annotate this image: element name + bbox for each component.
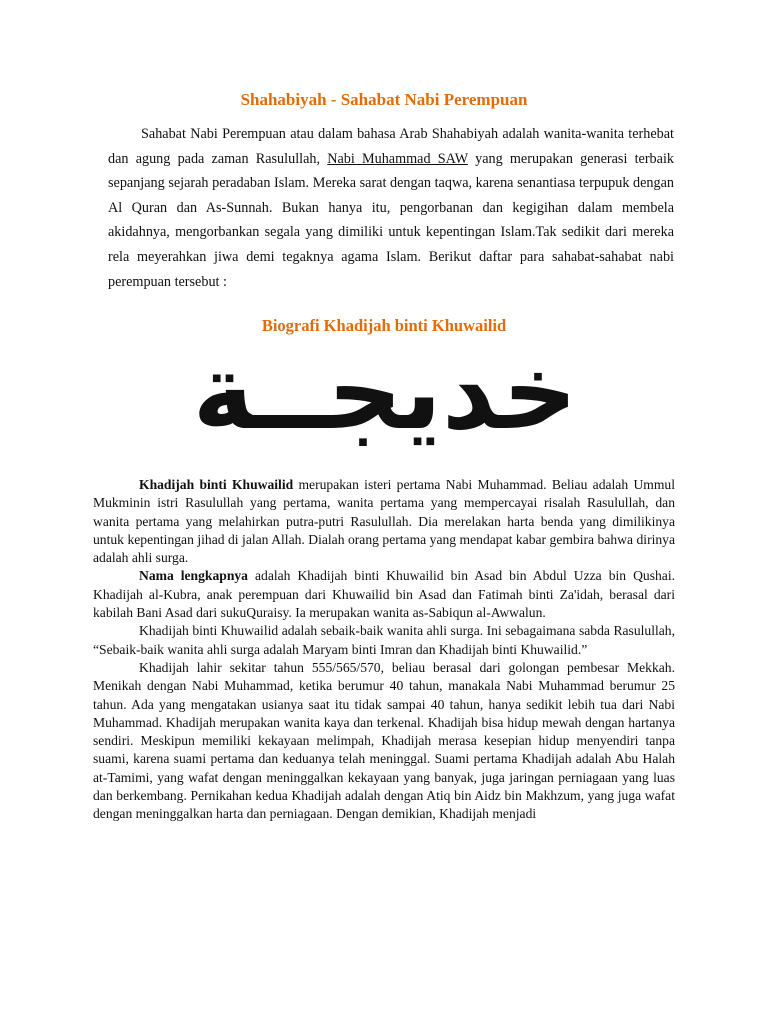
intro-text-after-link: yang merupakan generasi terbaik sepanjang sejarah peradaban Islam. Mereka sarat dengan taqwa, karena senantiasa terpupuk dengan Al Quran dan As-Sunnah. Bukan hanya itu, pengorbanan dan kegigihan dalam membela akidahnya, mengorbankan segala yang dimiliki untuk kepentingan Islam.Tak sedikit dari mereka rela meyerahkan jiwa demi tegaknya agama Islam. Berikut daftar para sahabat-sahabat nabi perempuan tersebut : [108,150,674,290]
body-paragraph-1 [93,476,675,567]
body-paragraph-2 [93,567,675,622]
nabi-muhammad-link[interactable]: Nabi Muhammad SAW [327,150,468,167]
arabic-name-text: خديجــة [192,340,578,450]
paragraph-2-bold: Nama lengkapnya [139,568,248,584]
section-subtitle: Biografi Khadijah binti Khuwailid [261,316,507,335]
intro-section [108,122,674,294]
paragraph-1-bold: Khadijah binti Khuwailid [139,477,294,492]
paragraph-4-text: Khadijah lahir sekitar tahun 555/565/570, beliau berasal dari golongan pembesar Mekkah. Menikah dengan Nabi Muhammad, ketika berumur 40 tahun, manakala Nabi Muhammad berumur 25 tahun. Ada yang mengatakan usianya saat itu tidak sampai 40 tahun, hanya sedikit lebih tua dari Nabi Muhammad. Khadijah merupakan wanita kaya dan terkenal. Khadijah bisa hidup mewah dengan hartanya sendiri. Meskipun memiliki kekayaan melimpah, Khadijah merasa kesepian hidup menyendiri tanpa suami, karena suami pertama dan keduanya telah meninggal. Suami pertama Khadijah adalah Abu Halah at-Tamimi, yang wafat dengan meninggalkan kekayaan yang banyak, juga jaringan perniagaan yang luas dan berkembang. Pernikahan kedua Khadijah adalah dengan Atiq bin Aidz bin Makhzum, yang juga wafat dengan meninggalkan harta dan perniagaan. Dengan demikian, Khadijah menjadi [93,659,675,822]
intro-paragraph [108,122,674,294]
arabic-calligraphy-khadijah [190,340,580,450]
paragraph-3-text: Khadijah binti Khuwailid adalah sebaik-baik wanita ahli surga. Ini sebagaimana sabda Rasulullah, “Sebaik-baik wanita ahli surga adalah Maryam binti Imran dan Khadijah binti Khuwailid.” [93,623,675,657]
page-title: Shahabiyah - Sahabat Nabi Perempuan [240,90,528,109]
biography-body [93,476,675,824]
body-paragraph-4 [93,659,675,824]
intro-text-before-link: Sahabat Nabi Perempuan atau dalam bahasa Arab Shahabiyah adalah wanita-wanita terhebat dan agung pada zaman Rasulullah, [108,126,674,167]
paragraph-2-text: adalah Khadijah binti Khuwailid bin Asad bin Abdul Uzza bin Qushai. Khadijah al-Kubra, anak perempuan dari Khuwailid bin Asad dan Fatimah binti Za'idah, berasal dari kabilah Bani Asad dari sukuQuraisy. Ia merupakan wanita as-Sabiqun al-Awwalun. [93,568,675,621]
paragraph-1-text: merupakan isteri pertama Nabi Muhammad. Beliau adalah Ummul Mukminin istri Rasulullah yang pertama, wanita pertama yang mempercayai risalah Rasulullah, dan wanita pertama yang melahirkan putra-putri Rasulullah. Dia merelakan harta benda yang dimilikinya untuk kepentingan jihad di jalan Allah. Dialah orang pertama yang mendapat kabar gembira bahwa dirinya adalah ahli surga. [93,477,675,566]
body-paragraph-3 [93,622,675,659]
